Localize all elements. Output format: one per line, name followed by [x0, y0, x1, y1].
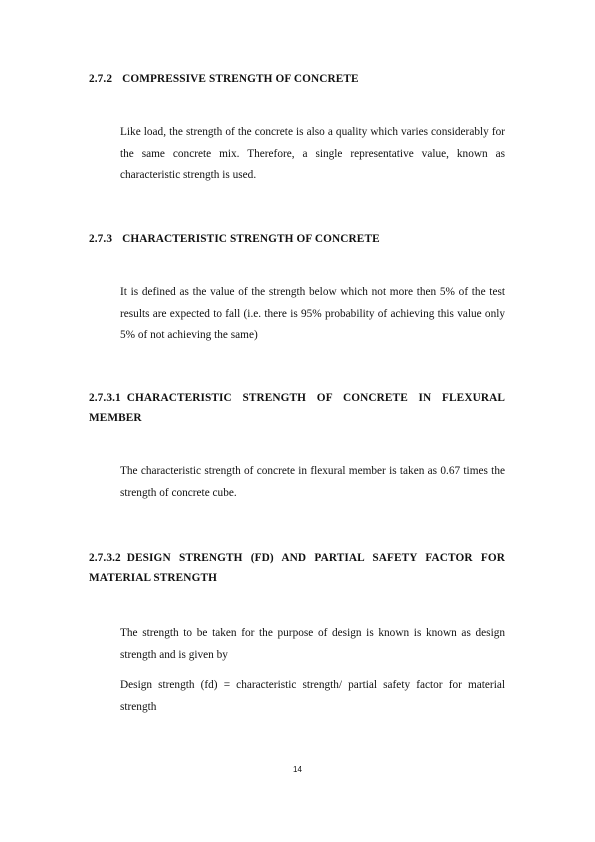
section-paragraph-2-7-3: It is defined as the value of the strength below which not more then 5% of the test results are expected to fall (i.e. there is 95% probability of achieving this value only 5% of not achieving the same)	[120, 286, 505, 341]
section-heading-2-7-3-1	[89, 388, 505, 428]
section-number: 2.7.3.2	[89, 552, 121, 564]
section-number: 2.7.2	[89, 73, 113, 85]
section-number: 2.7.3	[89, 233, 113, 245]
page-number: 14	[293, 765, 302, 774]
section-heading-2-7-2	[89, 69, 505, 89]
section-heading-2-7-3	[89, 229, 505, 249]
section-paragraph-2-7-3-2: The strength to be taken for the purpose of design is known is known as design strength and is given by	[120, 627, 505, 661]
section-paragraph-2-7-3-2-formula: Design strength (fd) = characteristic strength/ partial safety factor for material strength	[120, 679, 505, 713]
section-paragraph-2-7-3-1: The characteristic strength of concrete in flexural member is taken as 0.67 times the strength of concrete cube.	[120, 465, 505, 499]
section-title: CHARACTERISTIC STRENGTH OF CONCRETE	[122, 233, 380, 245]
section-title: COMPRESSIVE STRENGTH OF CONCRETE	[122, 73, 359, 85]
section-paragraph-2-7-2: Like load, the strength of the concrete is also a quality which varies considerably for the same concrete mix. Therefore, a single representative value, known as characteristic strength is used.	[120, 126, 505, 181]
section-title: CHARACTERISTIC STRENGTH OF CONCRETE IN FLEXURAL MEMBER	[89, 392, 505, 424]
section-heading-2-7-3-2	[89, 548, 505, 588]
section-number: 2.7.3.1	[89, 392, 121, 404]
section-title: DESIGN STRENGTH (FD) AND PARTIAL SAFETY FACTOR FOR MATERIAL STRENGTH	[89, 552, 505, 584]
